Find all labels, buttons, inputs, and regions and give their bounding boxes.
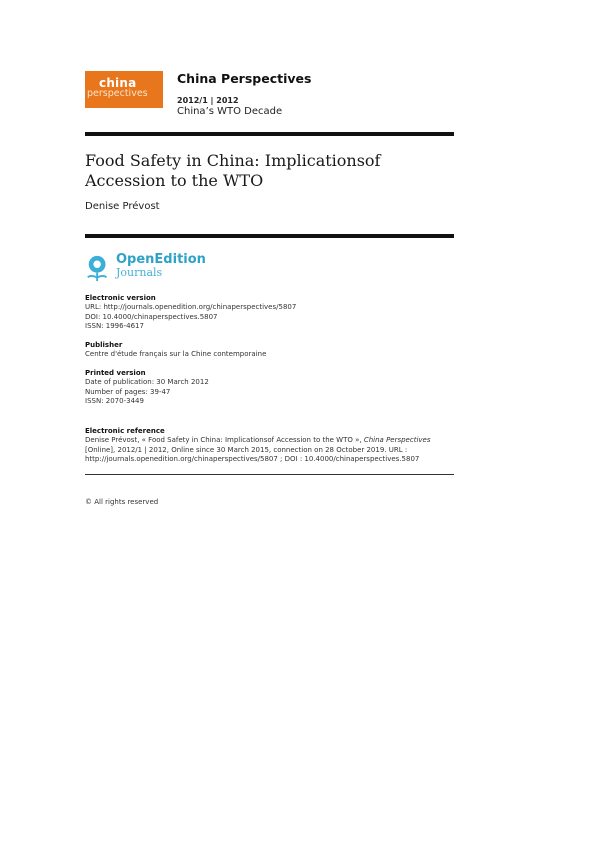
citation-text — [85, 436, 455, 465]
journal-title[interactable]: China Perspectives — [177, 71, 312, 86]
electronic-issn: ISSN: 1996-4617 — [85, 322, 144, 330]
openedition-journals: Journals — [116, 266, 163, 279]
openedition-name: OpenEdition — [116, 252, 206, 267]
top-divider — [85, 132, 454, 136]
citation-part-2: [Online], 2012/1 | 2012, Online since 30 March 2015, connection on 28 October 2019. URL : http://journals.openedition.org/chinaperspectives/5807 ; DOI : 10.4000/chinaperspectives.5807 — [85, 445, 420, 463]
issue-title: China’s WTO Decade — [177, 106, 283, 117]
publication-date: Date of publication: 30 March 2012 — [85, 378, 209, 386]
logo-line-2: perspectives — [87, 88, 148, 99]
article-title: Food Safety in China: Implicationsof Accession to the WTO — [85, 151, 381, 190]
middle-divider — [85, 234, 454, 238]
section-heading: Electronic reference — [85, 427, 165, 435]
china-perspectives-logo — [85, 71, 163, 108]
section-heading: Printed version — [85, 369, 146, 377]
page-numbers: Number of pages: 39-47 — [85, 387, 171, 396]
section-heading: Publisher — [85, 341, 123, 349]
article-doi[interactable]: DOI: 10.4000/chinaperspectives.5807 — [85, 312, 218, 321]
electronic-reference-section — [85, 427, 455, 465]
print-issn: ISSN: 2070-3449 — [85, 397, 144, 405]
bottom-divider — [85, 474, 454, 475]
article-url[interactable]: URL: http://journals.openedition.org/chinaperspectives/5807 — [85, 303, 297, 311]
publisher-name: Centre d'étude français sur la Chine contemporaine — [85, 350, 267, 358]
openedition-icon — [85, 253, 113, 283]
copyright-notice: © All rights reserved — [85, 498, 159, 506]
printed-version-section — [85, 369, 455, 407]
author-name: Denise Prévost — [85, 201, 160, 212]
section-heading: Electronic version — [85, 294, 156, 302]
logo-line-1: china — [99, 76, 137, 90]
citation-journal: China Perspectives — [363, 436, 431, 444]
electronic-version-section — [85, 294, 455, 332]
publisher-section — [85, 341, 455, 360]
citation-part-1: Denise Prévost, « Food Safety in China: Implicationsof Accession to the WTO », — [85, 436, 364, 444]
issue-number: 2012/1 | 2012 — [177, 96, 239, 105]
